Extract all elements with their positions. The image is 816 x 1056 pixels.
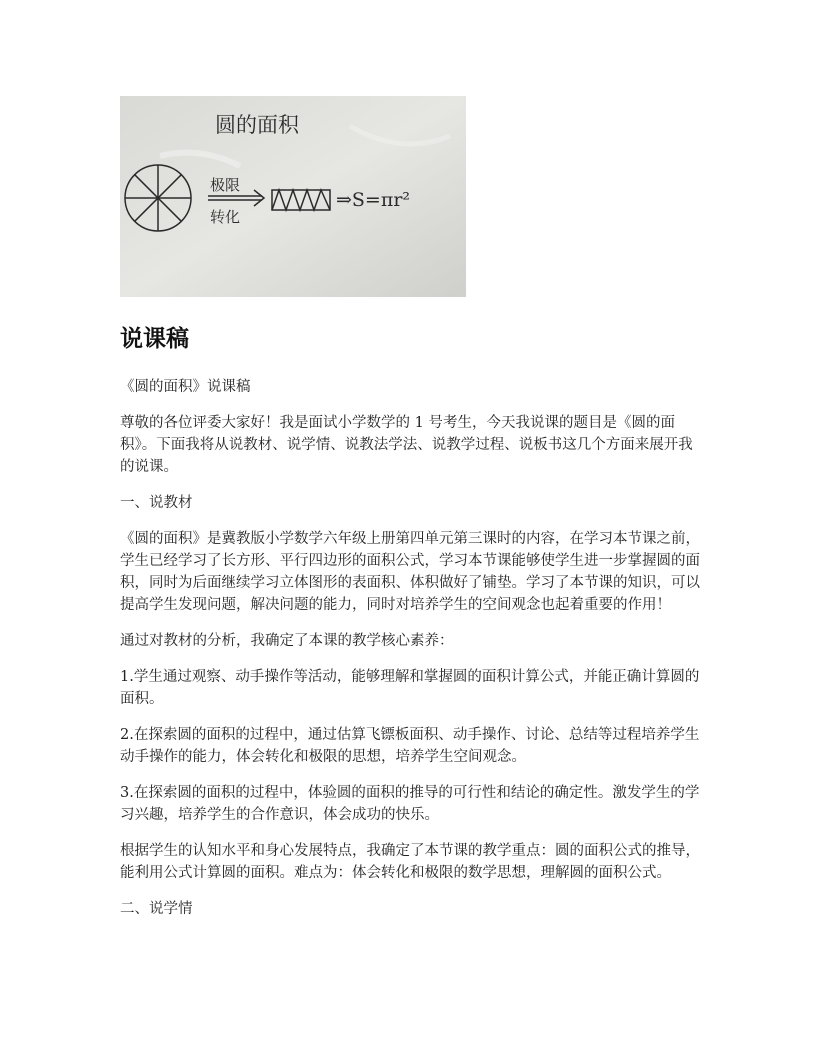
paragraph-core-literacy-intro: 通过对教材的分析，我确定了本课的教学核心素养： (120, 633, 454, 649)
handwritten-title: 圆的面积 (215, 113, 299, 137)
document-body (120, 376, 700, 934)
divided-circle-icon (125, 165, 191, 231)
list-item-goal-1: 1.学生通过观察、动手操作等活动，能够理解和掌握圆的面积计算公式，并能正确计算圆的面积。 (120, 669, 700, 707)
paragraph-doc-title: 《圆的面积》说课稿 (120, 379, 251, 395)
handwritten-diagram-photo (120, 96, 466, 297)
section-heading-textbook: 一、说教材 (120, 495, 193, 511)
paragraph-key-points: 根据学生的认知水平和身心发展特点，我确定了本节课的教学重点：圆的面积公式的推导，能利用公式计算圆的面积。难点为：体会转化和极限的数学思想，理解圆的面积公式。 (120, 843, 700, 881)
arrow-label-limit: 极限 (210, 176, 241, 194)
paragraph-greeting: 尊敬的各位评委大家好！我是面试小学数学的 1 号考生，今天我说课的题目是《圆的面积》。下面我将从说教材、说学情、说教法学法、说教学过程、说板书这几个方面来展开我的说课。 (120, 415, 693, 475)
section-heading-students: 二、说学情 (120, 901, 193, 917)
area-formula: ⇒S=πr² (336, 189, 411, 211)
list-item-goal-2: 2.在探索圆的面积的过程中，通过估算飞镖板面积、动手操作、讨论、总结等过程培养学生动手操作的能力，体会转化和极限的思想，培养学生空间观念。 (120, 727, 700, 765)
paragraph-textbook-analysis: 《圆的面积》是冀教版小学数学六年级上册第四单元第三课时的内容，在学习本节课之前，学生已经学习了长方形、平行四边形的面积公式，学习本节课能够使学生进一步掌握圆的面积，同时为后面继续学习立体图形的表面积、体积做好了铺垫。学习了本节课的知识，可以提高学生发现问题，解决问题的能力，同时对培养学生的空间观念也起着重要的作用！ (120, 531, 700, 613)
document-heading: 说课稿 (120, 326, 189, 352)
list-item-goal-3: 3.在探索圆的面积的过程中，体验圆的面积的推导的可行性和结论的确定性。激发学生的学习兴趣，培养学生的合作意识，体会成功的快乐。 (120, 785, 700, 823)
arrow-label-transform: 转化 (210, 208, 241, 226)
